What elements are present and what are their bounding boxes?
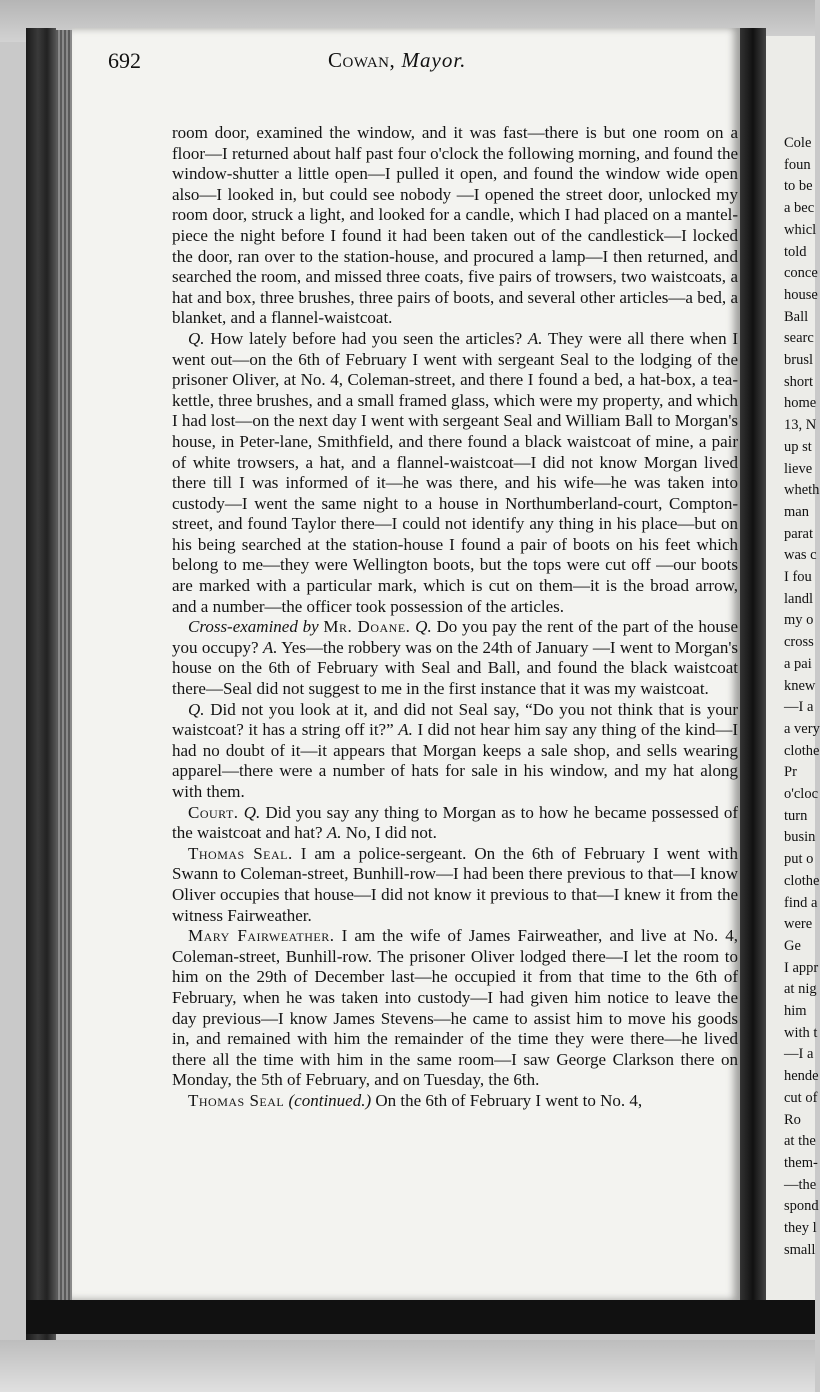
book-gutter bbox=[740, 28, 766, 1300]
paragraph-p8 bbox=[172, 1091, 738, 1112]
facing-page-line-fragment: cut of bbox=[784, 1089, 818, 1106]
facing-page-line-fragment: small bbox=[784, 1241, 816, 1258]
facing-page-line-fragment: a pai bbox=[784, 655, 812, 672]
facing-page-line-fragment: turn bbox=[784, 807, 808, 824]
paragraph-segment: Mr. Doane. bbox=[323, 617, 411, 637]
facing-page-line-fragment: they l bbox=[784, 1220, 817, 1236]
running-title bbox=[328, 48, 466, 73]
paragraph-p3 bbox=[172, 617, 738, 699]
page-number: 692 bbox=[108, 48, 141, 73]
page-body-text bbox=[172, 123, 738, 1112]
paragraph-segment: Did not you look at it, and did not Seal say, “Do you not think that is your waistcoat? it has a string off it?” bbox=[172, 699, 738, 740]
facing-page-line-fragment: parat bbox=[784, 525, 813, 542]
running-title-role: Mayor. bbox=[401, 48, 467, 72]
facing-page-line-fragment: Ge bbox=[784, 937, 801, 954]
facing-page-line-fragment: cross bbox=[784, 634, 814, 651]
paragraph-segment: I am the wife of James Fairweather, and live at No. 4, Coleman-street, Bunhill-row. The prisoner Oliver lodged there—I let the room to him on the 29th of December last—he occupied it from that time to the 6th of February, when he was taken into custody—I had given him notice to leave the day previous—I know James Stevens—he came to assist him to move his goods in, and remained with him the remainder of the time they were there—he lived there all the time with him in the same room—I saw George Clarkson there on Monday, the 5th of February, and on Tuesday, the 6th. bbox=[172, 926, 738, 1090]
facing-page-line-fragment: o'cloc bbox=[784, 786, 819, 802]
page-bottom-shadow bbox=[26, 1300, 815, 1334]
facing-page-line-fragment: told bbox=[784, 243, 807, 260]
facing-page-line-fragment: my o bbox=[784, 612, 814, 629]
facing-page-line-fragment: up st bbox=[784, 438, 812, 455]
facing-page-line-fragment: busin bbox=[784, 829, 816, 846]
facing-page-line-fragment: a bec bbox=[784, 200, 815, 217]
facing-page-line-fragment: wheth bbox=[784, 482, 820, 499]
paragraph-segment: Q. bbox=[415, 617, 432, 637]
paragraph-segment: A. bbox=[527, 328, 543, 348]
facing-page-line-fragment: man bbox=[784, 503, 809, 520]
facing-page-line-fragment: house bbox=[784, 286, 818, 303]
paragraph-segment: Did you say any thing to Morgan as to how he became possessed of the waistcoat and hat? bbox=[172, 802, 739, 843]
facing-page-line-fragment: lieve bbox=[784, 460, 813, 477]
facing-page-line-fragment: whicl bbox=[784, 221, 817, 238]
paragraph-segment: On the 6th of February I went to No. 4, bbox=[371, 1090, 643, 1110]
paragraph-segment: Q. bbox=[243, 802, 261, 822]
facing-page-line-fragment: Pr bbox=[784, 764, 797, 781]
facing-page-line-fragment: 13, N bbox=[784, 417, 817, 434]
paragraph-segment: Cross-examined by bbox=[188, 617, 319, 637]
facing-page-line-fragment: were bbox=[784, 916, 813, 933]
facing-page-line-fragment: spond bbox=[784, 1198, 819, 1215]
paragraph-segment: How lately before had you seen the articles? bbox=[204, 328, 528, 348]
facing-page-line-fragment: Ro bbox=[784, 1111, 801, 1128]
facing-page-line-fragment: with t bbox=[784, 1024, 818, 1041]
facing-page-line-fragment: —I a bbox=[784, 699, 814, 716]
facing-page-line-fragment: brusl bbox=[784, 352, 813, 368]
facing-page-line-fragment: —the bbox=[784, 1176, 817, 1193]
facing-page-line-fragment: conce bbox=[784, 265, 818, 282]
paragraph-segment: Q. bbox=[188, 699, 205, 719]
paragraph-segment: They were all there when I went out—on the 6th of February I went with sergeant Seal to the lodging of the prisoner Oliver, at No. 4, Coleman-street, and there I found a bed, a hat-box, a tea-kettle, three brushes, and a small framed glass, which were my property, and which I had lost—on the next day I went with sergeant Seal and William Ball to Morgan's house, in Peter-lane, Smithfield, and there found a black waistcoat of mine, a pair of white trowsers, a hat, and a flannel-waistcoat—I did not know Morgan lived there till I was informed of it—he was there, and his wife—he was taken into custody—I went the same night to a house in Northumberland-court, Compton-street, and found Taylor there—I could not identify any thing in his place—but on his being searched at the station-house I found a pair of boots on his feet which belong to me—they were Wellington boots, but the tops were cut off —our boots are marked with a particular mark, which is cut on them—it is the broad arrow, and a number—the officer took possession of the articles. bbox=[172, 328, 738, 616]
paragraph-segment: Mary Fairweather. bbox=[188, 926, 335, 946]
paragraph-segment: room door, examined the window, and it was fast—there is but one room on a floor—I returned about half past four o'clock the following morning, and found the window-shutter a little open—I pulled it open, and found the window wide open also—I looked in, but could see nobody —I opened the street door, unlocked my room door, struck a light, and looked for a candle, which I had placed on a mantel-piece the night before I found it had been taken out of the candlestick—I locked the door, ran over to the station-house, and procured a lamp—I then returned, and searched the room, and missed three coats, five pairs of trowsers, two waistcoats, a hat and box, three brushes, three pairs of boots, and several other articles—a bed, a blanket, and a flannel-waistcoat. bbox=[172, 123, 738, 328]
paragraph-segment: Thomas Seal. bbox=[188, 843, 293, 863]
paragraph-segment: I did not hear him say any thing of the kind—I had no doubt of it—it appears that Morgan keeps a sale shop, and sells wearing apparel—there were a number of hats for sale in his window, and my hat along with them. bbox=[172, 720, 738, 801]
facing-page-line-fragment: —I a bbox=[784, 1046, 814, 1063]
facing-page-line-fragment: I appr bbox=[784, 959, 819, 976]
facing-page-line-fragment: short bbox=[784, 373, 813, 390]
facing-page-line-fragment: clothe bbox=[784, 872, 820, 889]
paragraph-segment: A. bbox=[326, 823, 342, 843]
facing-page-line-fragment: Ball bbox=[784, 308, 809, 325]
facing-page-line-fragment: clothe bbox=[784, 742, 820, 759]
running-title-name: Cowan, bbox=[328, 48, 396, 72]
paragraph-segment: Thomas Seal bbox=[188, 1090, 285, 1110]
facing-page-line-fragment: was c bbox=[784, 547, 817, 564]
book-binding bbox=[26, 28, 56, 1340]
page-header bbox=[108, 48, 668, 78]
facing-page-line-fragment: to be bbox=[784, 178, 813, 195]
facing-page-line-fragment: hende bbox=[784, 1068, 819, 1085]
page-edges bbox=[56, 30, 72, 1320]
paragraph-p6 bbox=[172, 844, 738, 926]
paragraph-segment: Q. bbox=[188, 328, 205, 348]
facing-page-line-fragment: find a bbox=[784, 894, 818, 911]
paragraph-segment: I am a police-sergeant. On the 6th of February I went with Swann to Coleman-street, Bunhill-row—I had been there previous to that—I know Oliver occupies that house—I did not know it previous to that—I knew it from the witness Fairweather. bbox=[172, 843, 738, 925]
paragraph-p1 bbox=[172, 123, 738, 329]
facing-page-line-fragment: searc bbox=[784, 330, 814, 347]
facing-page-line-fragment: a very bbox=[784, 720, 820, 737]
paragraph-segment: A. bbox=[398, 720, 413, 740]
facing-page-line-fragment: knew bbox=[784, 677, 816, 694]
facing-page-line-fragment: him bbox=[784, 1003, 807, 1019]
scan-bottom-background bbox=[0, 1340, 815, 1392]
paragraph-segment: A. bbox=[262, 637, 278, 657]
paragraph-p4 bbox=[172, 700, 738, 803]
paragraph-p7 bbox=[172, 926, 738, 1091]
facing-page-line-fragment: them- bbox=[784, 1154, 818, 1171]
paragraph-segment: No, I did not. bbox=[341, 823, 437, 843]
paragraph-segment: Do you pay the rent of the part of the house you occupy? bbox=[172, 617, 738, 657]
facing-page-line-fragment: put o bbox=[784, 851, 814, 868]
facing-page-line-fragment: foun bbox=[784, 156, 811, 173]
facing-page-line-fragment: I fou bbox=[784, 569, 812, 585]
facing-page-line-fragment: at the bbox=[784, 1133, 816, 1150]
facing-page-line-fragment: landl bbox=[784, 590, 813, 607]
paragraph-p5 bbox=[172, 803, 738, 844]
facing-page-line-fragment: at nig bbox=[784, 981, 817, 998]
paragraph-segment: (continued.) bbox=[288, 1090, 372, 1110]
paragraph-segment: Court. bbox=[188, 802, 239, 822]
facing-page-line-fragment: home bbox=[784, 395, 817, 412]
facing-page-line-fragment: Cole bbox=[784, 135, 812, 151]
facing-page bbox=[766, 36, 820, 1300]
paragraph-p2 bbox=[172, 329, 738, 617]
paragraph-segment: Yes—the robbery was on the 24th of January —I went to Morgan's house on the 6th of February with Seal and Ball, and found the black waistcoat there—Seal did not suggest to me in the first instance that it was my waistcoat. bbox=[172, 637, 739, 699]
